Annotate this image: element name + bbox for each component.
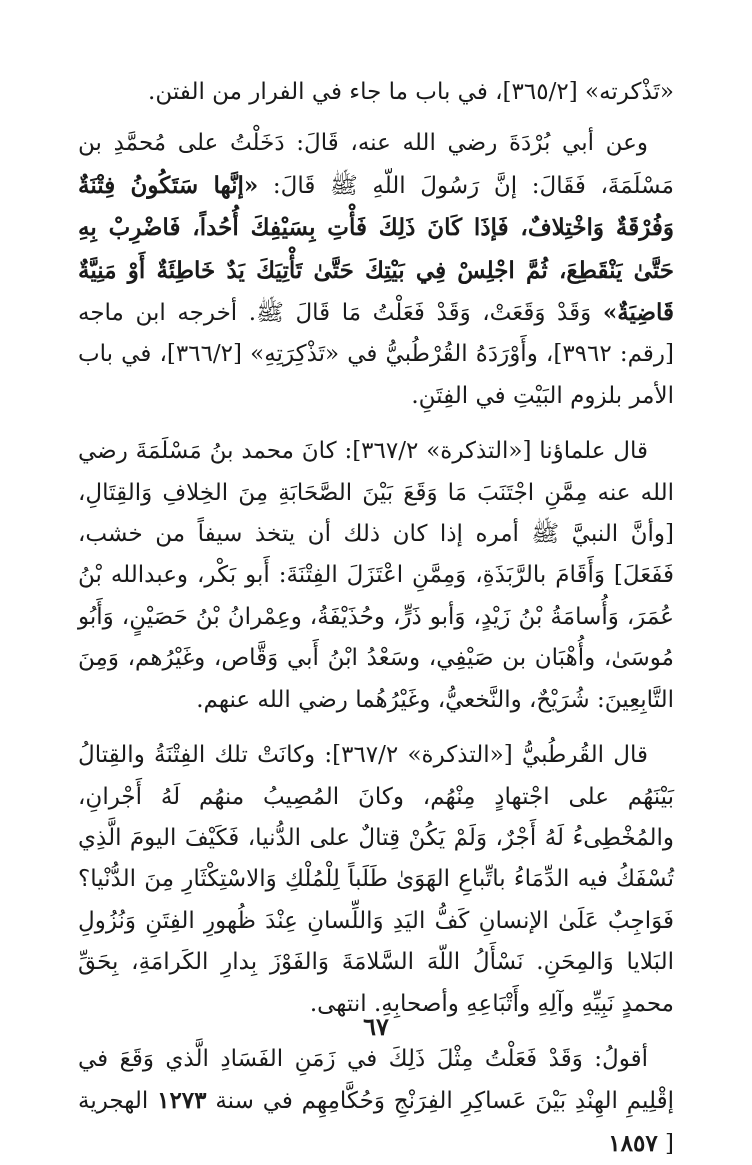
- text-segment: الهجرية [: [78, 1088, 674, 1157]
- hadith-quote: «إنَّها سَتَكُونُ فِتْنَةٌ وَفُرْقَةٌ وَاخْتِلافٌ، فَإذَا كَانَ ذَلِكَ فَأْتِ بِسَيْفِكَ أُحُداً، فَاضْرِبْ بِهِ حَتَّىٰ يَنْقَطِعَ، ثُمَّ اجْلِسْ فِي بَيْتِكَ حَتَّىٰ تَأْتِيَكَ يَدٌ خَاطِئَةٌ أَوْ مَنِيَّةٌ قَاضِيَةٌ»: [78, 171, 674, 327]
- text-segment: أقولُ: وَقَدْ فَعَلْتُ مِثْلَ ذَلِكَ في زَمَنِ الفَسَادِ الَّذي وَقَعَ في إقْلِيمِ الهِنْدِ بَيْنَ عَساكِرِ الفِرَنْجِ وَحُكَّامِهِم في سنة: [78, 1045, 674, 1115]
- text-segment: قال القُرطُبيُّ [«التذكرة» ٣٦٧/٢]: وكانَتْ تلك الفِتْنَةُ والقِتالُ بَيْنَهُم على اجْتهادٍ مِنْهُم، وكانَ المُصِيبُ منهُم لَهُ أَجْرانِ، والمُخْطِىءُ لَهُ أَجْرٌ، وَلَمْ يَكُنْ قِتالٌ على الدُّنيا، فَكَيْفَ اليومَ الَّذِي تُسْفَكُ فيه الدِّمَاءُ باتِّباعِ الهَوَىٰ طَلَباً لِلْمُلْكِ وَالاسْتِكْثَارِ مِنَ الدُّنْيا؟ فَوَاجِبٌ عَلَىٰ الإنسانِ كَفُّ اليَدِ وَاللِّسانِ عِنْدَ ظُهورِ الفِتَنِ وَنُزُولِ البَلايا وَالمِحَنِ. نَسْأَلُ اللّهَ السَّلامَةَ وَالفَوْزَ بِدارِ الكَرامَةِ، بِحَقِّ محمدٍ نَبِيِّهِ وآلِهِ وأَتْبَاعِهِ وأصحابِهِ. انتهى.: [78, 742, 674, 1017]
- paragraph-4: [78, 735, 674, 1025]
- text-segment: قال علماؤنا [«التذكرة» ٣٦٧/٢]: كانَ محمد بنُ مَسْلَمَةَ رضي الله عنه مِمَّنِ اجْتَنَبَ مَا وَقَعَ بَيْنَ الصَّحَابَةِ مِنَ الخِلافِ وَالقِتَالِ، [وأنَّ النبيَّ ﷺ أمره إذا كان ذلك أن يتخذ سيفاً من خشب، فَفَعَلَ] وَأَقَامَ بالرَّبَذَةِ، وَمِمَّنِ اعْتَزَلَ الفِتْنَةَ: أَبو بَكْر، وعبدالله بْنُ عُمَرَ، وَأُسامَةُ بْنُ زَيْدٍ، وَأبو ذَرٍّ، وحُذَيْفَةُ، وعِمْرانُ بْنُ حَصَيْنٍ، وَأَبُو مُوسَىٰ، وأُهْبَان بن صَيْفِي، وسَعْدُ ابْنُ أَبي وَقَّاص، وغَيْرُهم، وَمِنَ التَّابِعِينَ: شُرَيْحٌ، والنَّخعيُّ، وغَيْرُهُما رضي الله عنهم.: [78, 438, 674, 713]
- paragraph-3: [78, 431, 674, 721]
- year-hijri: ١٢٧٣: [157, 1087, 207, 1115]
- paragraph-1: [78, 72, 674, 113]
- text-segment: وعن أبي بُرْدَةَ رضي الله عنه، قَالَ: دَخَلْتُ على مُحمَّدِ بن مَسْلَمَةَ، فَقَالَ: إنَّ رَسُولَ اللّهِ ﷺ قَالَ:: [78, 130, 674, 199]
- page-number: ٦٧: [363, 1012, 389, 1041]
- paragraph-2: [78, 123, 674, 417]
- year-gregorian: ١٨٥٧: [608, 1129, 658, 1157]
- text-segment: وَقَدْ وَقَعَتْ، وَقَدْ فَعَلْتُ مَا قَالَ ﷺ. أخرجه ابن ماجه [رقم: ٣٩٦٢]، وأَوْرَدَهُ القُرْطُبيُّ في «تَذْكِرَتِهِ» [٣٦٦/٢]، في باب الأمر بلزوم البَيْتِ في الفِتَنِ.: [78, 300, 675, 409]
- text-segment: «تَذْكرته» [٣٦٥/٢]، في باب ما جاء في الفرار من الفتن.: [148, 79, 674, 105]
- paragraph-5: [78, 1039, 674, 1165]
- page-body: [78, 72, 674, 1165]
